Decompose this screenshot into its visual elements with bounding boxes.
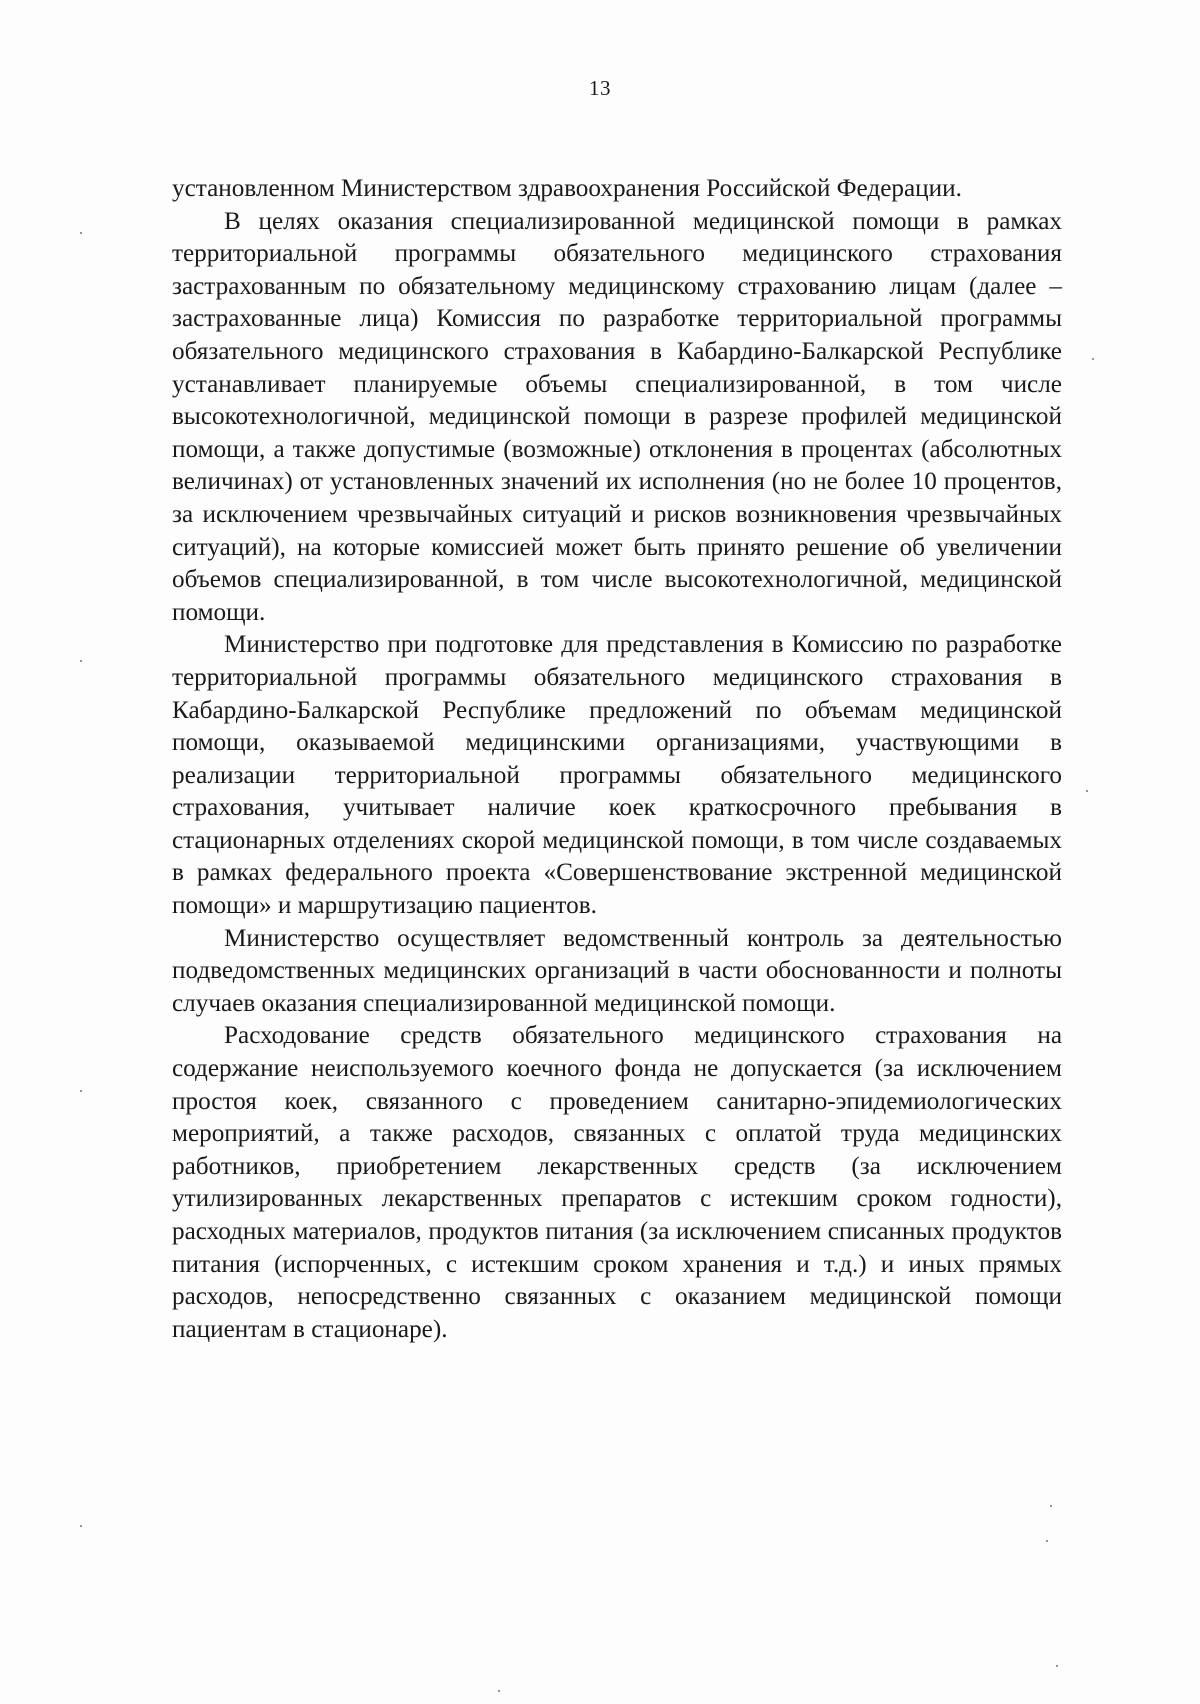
paragraph-planned-volumes: В целях оказания специализированной медицинской помощи в рамках территориальной программы обязательного медицинского страхования застрахованным по обязательному медицинскому страхованию лицам (далее – застрахованные лица) Комиссия по разработке территориальной программы обязательного медицинского страхования в Кабардино-Балкарской Республике устанавливает планируемые объемы специализированной, в том числе высокотехнологичной, медицинской помощи в разрезе профилей медицинской помощи, а также допустимые (возможные) отклонения в процентах (абсолютных величинах) от установленных значений их исполнения (но не более 10 процентов, за исключением чрезвычайных ситуаций и рисков возникновения чрезвычайных ситуаций), на которые комиссией может быть принято решение об увеличении объемов специализированной, в том числе высокотехнологичной, медицинской помощи. (172, 207, 1062, 626)
scan-speck (1092, 358, 1094, 360)
scan-speck (80, 660, 82, 662)
scan-speck (1056, 1665, 1058, 1667)
scan-speck (1050, 1505, 1052, 1507)
scan-speck (80, 1525, 82, 1527)
scan-speck (1086, 790, 1088, 792)
document-body (172, 173, 1062, 1346)
scan-speck (80, 1090, 82, 1092)
scan-speck (80, 232, 82, 234)
paragraph-ministry-proposals: Министерство при подготовке для представления в Комиссию по разработке территориальной программы обязательного медицинского страхования в Кабардино-Балкарской Республике предложений по объемам медицинской помощи, оказываемой медицинскими организациями, участвующими в реализации территориальной программы обязательного медицинского страхования, учитывает наличие коек краткосрочного пребывания в стационарных отделениях скорой медицинской помощи, в том числе создаваемых в рамках федерального проекта «Совершенствование экстренной медицинской помощи» и маршрутизацию пациентов. (172, 631, 1062, 920)
scan-speck (498, 1690, 500, 1692)
paragraph-departmental-control: Министерство осуществляет ведомственный контроль за деятельностью подведомственных медицинских организаций в части обоснованности и полноты случаев оказания специализированной медицинской помощи. (172, 924, 1062, 1017)
page-number: 13 (589, 76, 611, 100)
scan-speck (1046, 1540, 1048, 1542)
paragraph-funds-spending: Расходование средств обязательного медицинского страхования на содержание неиспользуемого коечного фонда не допускается (за исключением простоя коек, связанного с проведением санитарно-эпидемиологических мероприятий, а также расходов, связанных с оплатой труда медицинских работников, приобретением лекарственных средств (за исключением утилизированных лекарственных препаратов с истекшим сроком годности), расходных материалов, продуктов питания (за исключением списанных продуктов питания (испорченных, с истекшим сроком хранения и т.д.) и иных прямых расходов, непосредственно связанных с оказанием медицинской помощи пациентам в стационаре). (172, 1022, 1062, 1343)
paragraph-continuation: установленном Министерством здравоохранения Российской Федерации. (172, 175, 962, 202)
